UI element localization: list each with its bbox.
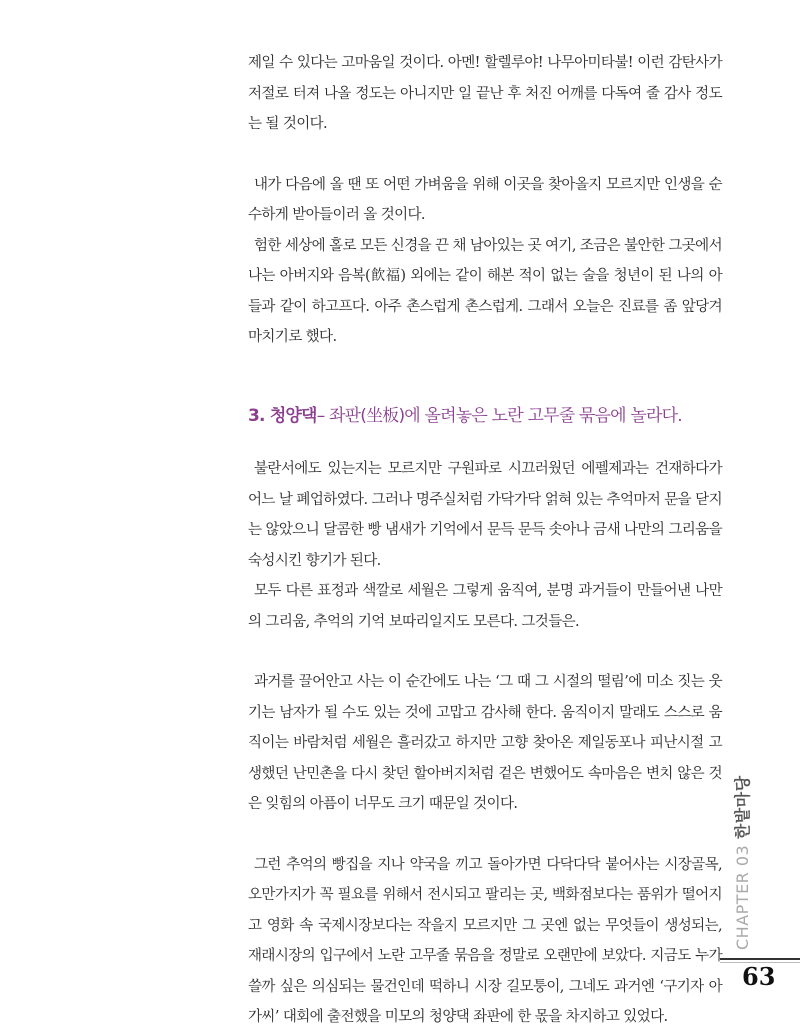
paragraph: 그런 추억의 빵집을 지나 약국을 끼고 돌아가면 다닥다닥 붙어사는 시장골목, 오만가지가 꼭 필요를 위해서 전시되고 팔리는 곳, 백화점보다는 품위가 떨어지고 영화 속 국제시장보다는 작을지 모르지만 그 곳엔 없는 무엇들이 생성되는, 재래시장의 입구에서 노란 고무줄 묶음을 정말로 오랜만에 보았다. 지금도 누가 쓸까 싶은 의심되는 물건인데 떡하니 시장 길모퉁이, 그네도 과거엔 ‘구기자 아가씨’ 대회에 출전했을 미모의 청양댁 좌판에 한 몫을 차지하고 있었다. <box>248 856 722 1025</box>
paragraph: 내가 다음에 올 땐 또 어떤 가벼움을 위해 이곳을 찾아올지 모르지만 인생을 순수하게 받아들이러 올 것이다. <box>248 176 722 223</box>
paragraph: 과거를 끌어안고 사는 이 순간에도 나는 ‘그 때 그 시절의 떨림’에 미소 짓는 웃기는 남자가 될 수도 있는 것에 고맙고 감사해 한다. 움직이지 말래도 스스로 움직이는 바람처럼 세월은 흘러갔고 하지만 고향 찾아온 제일동포나 피난시절 고생했던 난민촌을 다시 찾던 할아버지처럼 겉은 변했어도 속마음은 변치 않은 것은 잊힘의 아픔이 너무도 크기 때문일 것이다. <box>248 674 722 812</box>
section-subtitle: – 좌판(坐板)에 올려놓은 노란 고무줄 묶음에 놀라다. <box>316 406 682 426</box>
chapter-running-head <box>730 775 753 950</box>
page-number: 63 <box>742 962 776 991</box>
section-name: 청양댁 <box>269 406 317 426</box>
paragraph: 모두 다른 표정과 색깔로 세월은 그렇게 움직여, 분명 과거들이 만들어낸 나만의 그리움, 추억의 기억 보따리일지도 모른다. 그것들은. <box>248 583 722 630</box>
paragraph: 험한 세상에 홀로 모든 신경을 끈 채 남아있는 곳 여기, 조금은 불안한 그곳에서 나는 아버지와 음복(飮福) 외에는 같이 해본 적이 없는 술을 청년이 된 나의 아들과 같이 하고프다. 아주 촌스럽게 촌스럽게. 그래서 오늘은 진료를 좀 앞당겨 마치기로 했다. <box>248 237 722 345</box>
section-3 <box>248 402 722 1033</box>
chapter-title: 한밭마당 <box>733 775 752 840</box>
paragraph: 제일 수 있다는 고마움일 것이다. 아멘! 할렐루야! 나무아미타불! 이런 감탄사가 저절로 터져 나올 정도는 아니지만 일 끝난 후 처진 어깨를 다독여 줄 감사 정도는 될 것이다. <box>248 55 722 132</box>
paragraph: 불란서에도 있는지는 모르지만 구원파로 시끄러웠던 에펠제과는 건재하다가 어느 날 폐업하였다. 그러나 명주실처럼 가닥가닥 얽혀 있는 추억마저 문을 닫지는 않았으니 달콤한 빵 냄새가 기억에서 문득 문득 솟아나 금새 나만의 그리움을 숙성시킨 향기가 된다. <box>248 461 722 569</box>
body-text-top <box>248 48 722 353</box>
section-number: 3. <box>248 406 265 426</box>
folio-rule <box>720 958 800 960</box>
section-heading <box>248 402 722 430</box>
chapter-number: CHAPTER 03 <box>733 844 752 950</box>
